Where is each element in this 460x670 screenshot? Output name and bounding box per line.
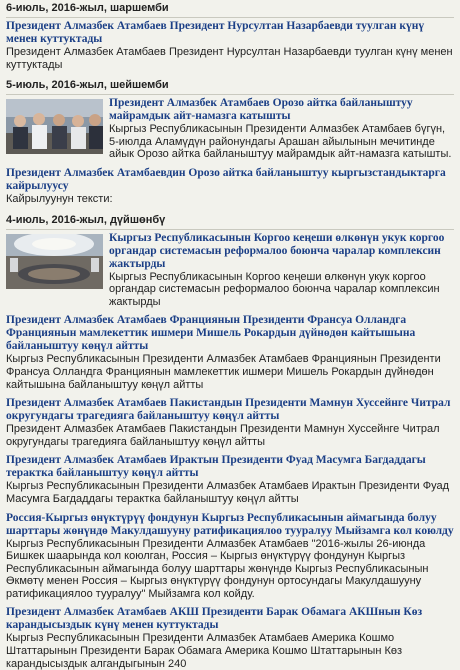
date-section <box>6 0 454 71</box>
news-summary: Кайрылуунун тексти: <box>6 192 113 205</box>
news-summary: Кыргыз Республикасынын Президенти Алмазбек Атамбаев Франциянын Президенти Франсуа Олландга Франциянын мамлекеттик ишмери Мишель Рокардын дүйнөдөн кайтышына байланыштуу көңүл айтты <box>6 353 441 391</box>
news-summary: Президент Алмазбек Атамбаев Пакистандын Президенти Мамнун Хуссейнге Читрал округундагы трагедияга байланыштуу көңүл айтты <box>6 423 440 448</box>
news-title-link[interactable]: Президент Алмазбек Атамбаев Франциянын Президенти Франсуа Олландга Франциянын мамлекеттик ишмери Мишель Рокардын дүйнөдөн кайтышына байланыштуу көңүл айтты <box>6 314 416 353</box>
news-item <box>6 232 454 309</box>
news-title-link[interactable]: Президент Алмазбек Атамбаев Пакистандын Президенти Мамнун Хуссейнге Читрал округундагы трагедияга байланыштуу көңүл айтты <box>6 397 451 423</box>
news-summary: Кыргыз Республикасынын Коргоо кеңеши өлкөнүн укук коргоо органдар системасын реформалоо боюнча чаралар комплексин жактырды <box>109 270 440 308</box>
news-title-link[interactable]: Президент Алмазбек Атамбаев Орозо айтка байланыштуу майрамдык айт-намазга катышты <box>109 97 413 123</box>
news-title-link[interactable]: Президент Алмазбек Атамбаевдин Орозо айтка байланыштуу кыргызстандыктарга кайрылуусу <box>6 166 446 192</box>
news-title-link[interactable]: Кыргыз Республикасынын Коргоо кеңеши өлкөнүн укук коргоо органдар системасын реформалоо боюнча чаралар комплексин жактырды <box>109 231 445 270</box>
news-item-text <box>109 232 454 309</box>
news-summary: Президент Алмазбек Атамбаев Президент Нурсултан Назарбаевди туулган күнү менен куттуктады <box>6 46 453 71</box>
news-item <box>6 512 454 601</box>
date-heading: 6-июль, 2016-жыл, шаршемби <box>6 0 454 18</box>
news-item <box>6 454 454 505</box>
news-thumbnail-ceremony-photo[interactable] <box>6 99 103 154</box>
news-item-text <box>109 97 454 161</box>
news-item <box>6 397 454 448</box>
news-item <box>6 167 454 206</box>
news-summary: Кыргыз Республикасынын Президенти Алмазбек Атамбаев Америка Кошмо Штаттарынын Президенти Барак Обамага Америка Кошмо Штаттарынын Көз карандысыздык алгандыгынын 240 <box>6 632 403 670</box>
news-thumbnail-meeting-hall-photo[interactable] <box>6 234 103 289</box>
news-item <box>6 20 454 71</box>
date-heading: 5-июль, 2016-жыл, шейшемби <box>6 77 454 95</box>
news-item <box>6 314 454 391</box>
news-title-link[interactable]: Президент Алмазбек Атамбаев Президент Нурсултан Назарбаевди туулган күнү менен куттуктады <box>6 20 425 45</box>
date-section <box>6 212 454 670</box>
news-title-link[interactable]: Президент Алмазбек Атамбаев Ирактын Президенти Фуад Масумга Багдаддагы терактка байланыштуу көңүл айтты <box>6 454 426 480</box>
news-item <box>6 606 454 670</box>
date-heading: 4-июль, 2016-жыл, дүйшөнбү <box>6 212 454 230</box>
news-item <box>6 97 454 161</box>
date-section <box>6 77 454 205</box>
news-summary: Кыргыз Республикасынын Президенти Алмазбек Атамбаев бүгүн, 5-июлда Аламүдүн районундагы Арашан айылынын мечитинде айык Орозо айтка байланыштуу майрамдык айт-намазга катышты. <box>109 123 452 161</box>
news-title-link[interactable]: Президент Алмазбек Атамбаев АКШ Президенти Барак Обамага АКШнын Көз карандысыздык күнү менен куттуктады <box>6 606 423 632</box>
news-title-link[interactable]: Россия-Кыргыз өнүктүрүү фондунун Кыргыз Республикасынын аймагында болуу шарттары жөнүндө Макулдашууну ратификациялоо тууралуу Мыйзамга кол коюлду <box>6 511 454 537</box>
news-summary: Кыргыз Республикасынын Президенти Алмазбек Атамбаев "2016-жылы 26-июнда Бишкек шаарында кол коюлган, Россия – Кыргыз өнүктүрүү фондунун Кыргыз Республикасынын аймагында болуу шарттары жөнүндө Кыргыз Республикасынын Өкмөтү менен Россия – Кыргыз өнүктүрүү фондунун ортосундагы Макулдашууну ратификациялоо тууралуу" Мыйзамга кол койду. <box>6 537 429 600</box>
news-summary: Кыргыз Республикасынын Президенти Алмазбек Атамбаев Ирактын Президенти Фуад Масумга Багдаддагы терактка байланыштуу көңүл айтты <box>6 480 450 505</box>
